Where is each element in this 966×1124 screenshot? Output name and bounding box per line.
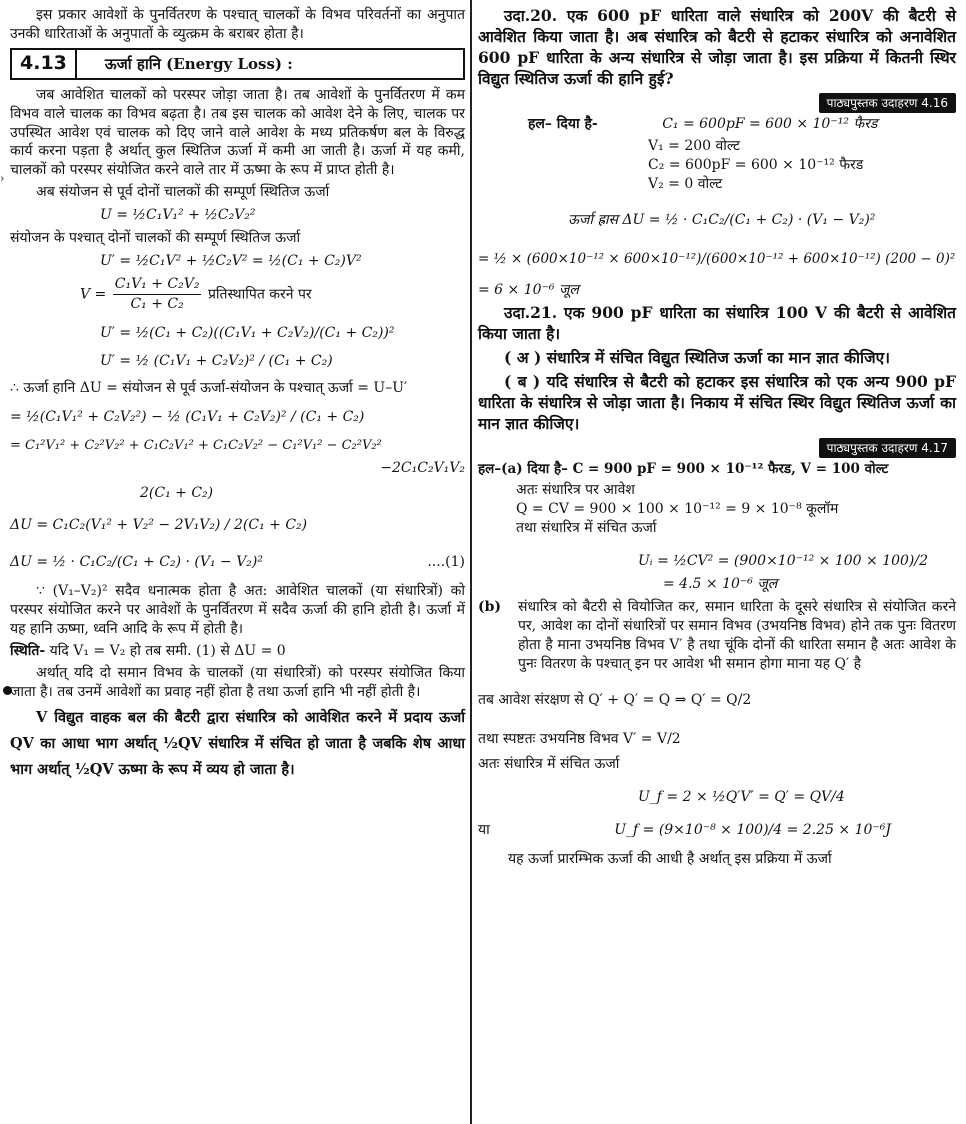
equation-1: U = ½C₁V₁² + ½C₂V₂² xyxy=(100,207,256,224)
solution-a-line-2: Q = CV = 900 × 100 × 10⁻¹² = 9 × 10⁻⁸ कूलॉम xyxy=(516,501,839,518)
section-header xyxy=(10,48,465,80)
condition-label: स्थिति- xyxy=(10,642,46,659)
given-v1: V₁ = 200 वोल्ट xyxy=(648,137,741,154)
paragraph-4: ∵ (V₁–V₂)² सदैव धनात्मक होता है अत: आवेशित चालकों (या संधारित्रों) को परस्पर संयोजित करने पर आवेशों के पुनर्वितरण में सदैव ऊर्जा की हानि होती है। ऊर्जा में यह हानि ऊष्मा, ध्वनि आदि के रूप में होती है। xyxy=(10,583,465,638)
solution-b-common-potential: तथा स्पष्टतः उभयनिष्ठ विभव V′ = V/2 xyxy=(478,731,681,748)
right-column xyxy=(478,6,956,869)
solution-b-numeric xyxy=(478,821,956,840)
equation-7-denominator: 2(C₁ + C₂) xyxy=(140,484,214,501)
solution-20-given xyxy=(528,115,956,134)
solution-a-result: = 4.5 × 10⁻⁶ जूल xyxy=(663,575,778,592)
example-21-question: उदा.21. एक 900 pF धारिता का संधारित्र 100 V की बैटरी से आवेशित किया जाता है। xyxy=(478,303,956,344)
solution-b-paragraph: संधारित्र को बैटरी से वियोजित कर, समान धारिता के दूसरे संधारित्र से संयोजित करने पर, आवेश का दोनों संधारित्रों पर समान विभव (उभयनिष्ठ विभव) होने तक पुनः वितरण होता है माना उभयनिष्ठ विभव V′ है तथा चूंकि दोनों की धारिता समान है अतः आवेश के पुनः वितरण के पश्चात् इन पर आवेश भी समान होगा माना यह Q′ है xyxy=(518,598,956,672)
solution-b-numeric-value: U_f = (9×10⁻⁸ × 100)/4 = 2.25 × 10⁻⁶J xyxy=(614,821,892,838)
section-number: 4.13 xyxy=(12,50,77,78)
example-20-question: उदा.20. एक 600 pF धारिता वाले संधारित्र को 200V की बैटरी से आवेशित किया जाता है। अब संधारित्र को बैटरी से हटाकर संधारित्र को अनावेशित 600 pF धारिता के अन्य संधारित्र से जोड़ा जाता है। इस प्रक्रिया में कितनी स्थिर विद्युत स्थितिज ऊर्जा की हानि हुई? xyxy=(478,6,956,88)
equation-9-body: ΔU = ½ · C₁C₂/(C₁ + C₂) · (V₁ − V₂)² xyxy=(10,554,263,571)
equation-7: = C₁²V₁² + C₂²V₂² + C₁C₂V₁² + C₁C₂V₂² − C₁²V₁² − C₂²V₂² xyxy=(10,438,382,454)
equation-number: ....(1) xyxy=(427,554,465,571)
given-c1: C₁ = 600pF = 600 × 10⁻¹² फैरड xyxy=(662,115,878,132)
solution-a-energy: Uᵢ = ½CV² = (900×10⁻¹² × 100 × 100)/2 xyxy=(638,553,929,570)
badge-row-1 xyxy=(478,93,956,113)
paragraph-1: जब आवेशित चालकों को परस्पर जोड़ा जाता है। तब आवेशों के पुनर्वितरण में कम विभव वाले चालक का विभव बढ़ता है। तब इस चालक को आवेश देने के लिए, चालक पर उपस्थित आवेश एवं चालक को दिए जाने वाले आवेश के मध्य प्रतिकर्षण बल के विरुद्ध कार्य करना पड़ता है अर्थात् कुल स्थितिज ऊर्जा में कमी आ जाती है। ऊर्जा में यह कमी, चालकों को परस्पर संयोजित करने वाले तार में ऊष्मा के रूप में प्राप्त होती है। xyxy=(10,86,465,179)
paragraph-3: संयोजन के पश्चात् दोनों चालकों की सम्पूर्ण स्थितिज ऊर्जा xyxy=(10,230,301,247)
equation-7-tail: −2C₁C₂V₁V₂ xyxy=(380,459,465,476)
equation-4: U′ = ½(C₁ + C₂)((C₁V₁ + C₂V₂)/(C₁ + C₂))² xyxy=(100,324,395,341)
intro-paragraph: इस प्रकार आवेशों के पुनर्वितरण के पश्चात् चालकों के विभव परिवर्तनों का अनुपात उनकी धारिताओं के अनुपातों के व्युत्क्रम के बराबर होता है। xyxy=(10,7,465,42)
calculation-1: = ½ × (600×10⁻¹² × 600×10⁻¹²)/(600×10⁻¹² + 600×10⁻¹²) (200 − 0)² xyxy=(478,251,956,268)
solution-b-conclusion: यह ऊर्जा प्रारम्भिक ऊर्जा की आधी है अर्थात् इस प्रक्रिया में ऊर्जा xyxy=(508,850,832,867)
equation-3-numerator: C₁V₁ + C₂V₂ xyxy=(113,275,202,295)
solution-b-conservation: तब आवेश संरक्षण से Q′ + Q′ = Q ⇒ Q′ = Q/2 xyxy=(478,692,752,709)
solution-b-energy-label: अतः संधारित्र में संचित ऊर्जा xyxy=(478,756,620,773)
solution-b-final-energy: U_f = 2 × ½Q′V′ = Q′ = QV/4 xyxy=(638,789,845,806)
textbook-example-badge-1: पाठ्यपुस्तक उदाहरण 4.16 xyxy=(819,93,956,113)
equation-8: ΔU = C₁C₂(V₁² + V₂² − 2V₁V₂) / 2(C₁ + C₂) xyxy=(10,517,308,534)
badge-row-2 xyxy=(478,438,956,458)
solution-b-or-label: या xyxy=(478,821,490,838)
solution-b xyxy=(478,598,956,674)
calculation-2: = 6 × 10⁻⁶ जूल xyxy=(478,281,579,298)
equation-3 xyxy=(80,275,465,314)
solution-a-given: हल–(a) दिया है– C = 900 pF = 900 × 10⁻¹² फैरड, V = 100 वोल्ट xyxy=(478,461,889,478)
example-21-part-a: ( अ ) संधारित्र में संचित विद्युत स्थितिज ऊर्जा का मान ज्ञात कीजिए। xyxy=(504,348,891,368)
paragraph-6: V विद्युत वाहक बल की बैटरी द्वारा संधारित्र को आवेशित करने में प्रदाय ऊर्जा QV का आधा भाग अर्थात् ½QV संधारित्र में संचित हो जाता है जबकि शेष आधा भाग अर्थात् ½QV ऊष्मा के रूप में व्यय हो जाता है। xyxy=(10,708,465,778)
margin-mark: › xyxy=(0,172,5,185)
equation-3-denominator: C₁ + C₂ xyxy=(130,295,184,312)
paragraph-2: अब संयोजन से पूर्व दोनों चालकों की सम्पूर्ण स्थितिज ऊर्जा xyxy=(36,184,330,201)
condition-text: यदि V₁ = V₂ हो तब समी. (1) से ΔU = 0 xyxy=(49,642,286,659)
equation-3-text: प्रतिस्थापित करने पर xyxy=(207,286,312,303)
textbook-example-badge-2: पाठ्यपुस्तक उदाहरण 4.17 xyxy=(819,438,956,458)
equation-2: U′ = ½C₁V² + ½C₂V² = ½(C₁ + C₂)V² xyxy=(100,252,362,269)
equation-6: = ½(C₁V₁² + C₂V₂²) − ½ (C₁V₁ + C₂V₂)² / (C₁ + C₂) xyxy=(10,409,365,426)
left-column xyxy=(10,6,465,786)
column-divider xyxy=(470,0,472,1124)
equation-3-fraction xyxy=(113,275,202,314)
equation-3-lhs: V = xyxy=(80,286,107,303)
section-title: ऊर्जा हानि (Energy Loss) : xyxy=(104,54,293,73)
solution-b-label: (b) xyxy=(478,598,502,615)
solution-a-line-1: अतः संधारित्र पर आवेश xyxy=(516,482,635,499)
given-v2: V₂ = 0 वोल्ट xyxy=(648,175,723,192)
equation-9 xyxy=(10,553,465,572)
solution-a-line-3: तथा संधारित्र में संचित ऊर्जा xyxy=(516,520,657,537)
example-21-part-b: ( ब ) यदि संधारित्र से बैटरी को हटाकर इस संधारित्र को एक अन्य 900 pF धारिता के संधारित्र से जोड़ा जाता है। निकाय में संचित स्थिर विद्युत स्थितिज ऊर्जा का मान ज्ञात कीजिए। xyxy=(478,372,956,434)
condition-line xyxy=(10,642,465,661)
loss-equation: ऊर्जा ह्रास ΔU = ½ · C₁C₂/(C₁ + C₂) · (V₁ − V₂)² xyxy=(568,212,876,229)
equation-5: U′ = ½ (C₁V₁ + C₂V₂)² / (C₁ + C₂) xyxy=(100,353,333,370)
given-c2: C₂ = 600pF = 600 × 10⁻¹² फैरड xyxy=(648,156,864,173)
solution-label: हल– दिया है- xyxy=(528,115,598,132)
paragraph-5: अर्थात् यदि दो समान विभव के चालकों (या संधारित्रों) को परस्पर संयोजित किया जाता है। तब उनमें आवेशों का प्रवाह नहीं होता है तथा ऊर्जा हानि भी नहीं होती है। xyxy=(10,664,465,700)
loss-line: ∴ ऊर्जा हानि ΔU = संयोजन से पूर्व ऊर्जा-संयोजन के पश्चात् ऊर्जा = U–U′ xyxy=(10,380,408,397)
